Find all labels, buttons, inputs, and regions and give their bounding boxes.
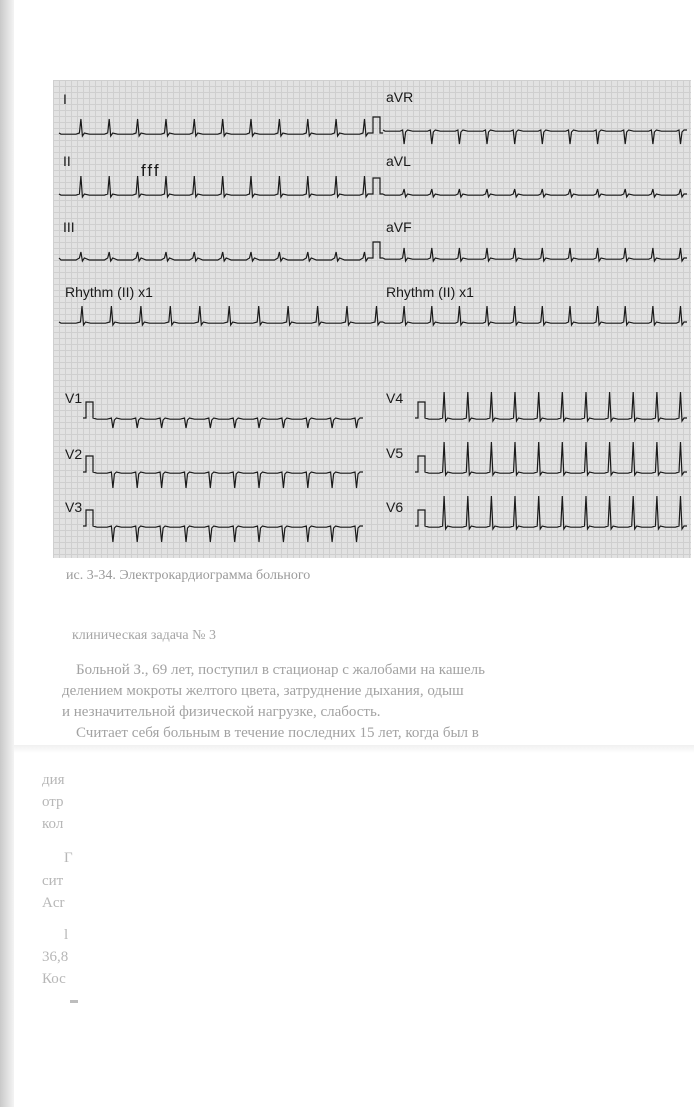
trace-rhythm-left bbox=[59, 306, 383, 325]
case-description bbox=[62, 660, 688, 744]
lead-label-I: I bbox=[63, 91, 67, 107]
margin-fragment: отр bbox=[42, 794, 64, 810]
paragraph-line: Считает себя больным в течение последних 15 лет, когда был в bbox=[76, 725, 479, 741]
margin-fragment: Г bbox=[64, 850, 73, 866]
trace-V2 bbox=[83, 456, 363, 488]
margin-fragment: кол bbox=[42, 816, 64, 832]
margin-fragment: 36,8 bbox=[42, 949, 69, 965]
margin-fragment: l bbox=[64, 927, 69, 943]
trace-lead-aVL bbox=[383, 189, 687, 197]
trace-V6 bbox=[415, 496, 687, 529]
lead-label-V3: V3 bbox=[65, 499, 83, 515]
margin-fragment: дия bbox=[42, 772, 65, 788]
flutter-wave-annotation: fff bbox=[141, 161, 161, 180]
paragraph-line: Больной З., 69 лет, поступил в стационар с жалобами на кашель bbox=[76, 662, 486, 678]
figure-caption: ис. 3-34. Электрокардиограмма больного bbox=[66, 568, 311, 583]
margin-mark bbox=[70, 1000, 78, 1003]
lead-label-V2: V2 bbox=[65, 446, 83, 462]
trace-lead-II bbox=[59, 176, 383, 197]
lead-label-rhythm-right: Rhythm (II) x1 bbox=[386, 284, 474, 300]
paragraph-line: и незначительной физической нагрузке, слабость. bbox=[62, 704, 381, 720]
lead-label-V6: V6 bbox=[386, 499, 404, 515]
lead-label-aVR: aVR bbox=[386, 89, 414, 105]
trace-lead-aVR bbox=[383, 130, 687, 144]
lead-label-III: III bbox=[63, 219, 75, 235]
page-fold-line bbox=[14, 745, 694, 753]
margin-fragment: Acr bbox=[42, 895, 65, 911]
margin-fragment: сит bbox=[42, 873, 64, 889]
lead-label-aVL: aVL bbox=[386, 153, 411, 169]
lead-label-aVF: aVF bbox=[386, 219, 412, 235]
paragraph-line: делением мокроты желтого цвета, затруднение дыхания, одыш bbox=[62, 683, 464, 699]
trace-lead-aVF bbox=[383, 248, 687, 261]
lead-label-V4: V4 bbox=[386, 390, 404, 406]
trace-V4 bbox=[415, 392, 687, 421]
lead-label-V5: V5 bbox=[386, 445, 404, 461]
trace-V3 bbox=[83, 510, 363, 542]
trace-V1 bbox=[83, 402, 363, 428]
trace-lead-I bbox=[59, 117, 383, 136]
ecg-traces bbox=[53, 80, 691, 558]
trace-V5 bbox=[415, 442, 687, 475]
trace-lead-III bbox=[59, 242, 383, 261]
task-title: клиническая задача № 3 bbox=[72, 628, 216, 643]
margin-fragment: Кос bbox=[42, 971, 66, 987]
ecg-figure bbox=[53, 80, 691, 558]
lead-label-II: II bbox=[63, 153, 71, 169]
lead-label-V1: V1 bbox=[65, 390, 83, 406]
trace-rhythm-right bbox=[383, 306, 687, 325]
lead-label-rhythm-left: Rhythm (II) x1 bbox=[65, 284, 153, 300]
page-binding-shadow bbox=[0, 0, 14, 1107]
